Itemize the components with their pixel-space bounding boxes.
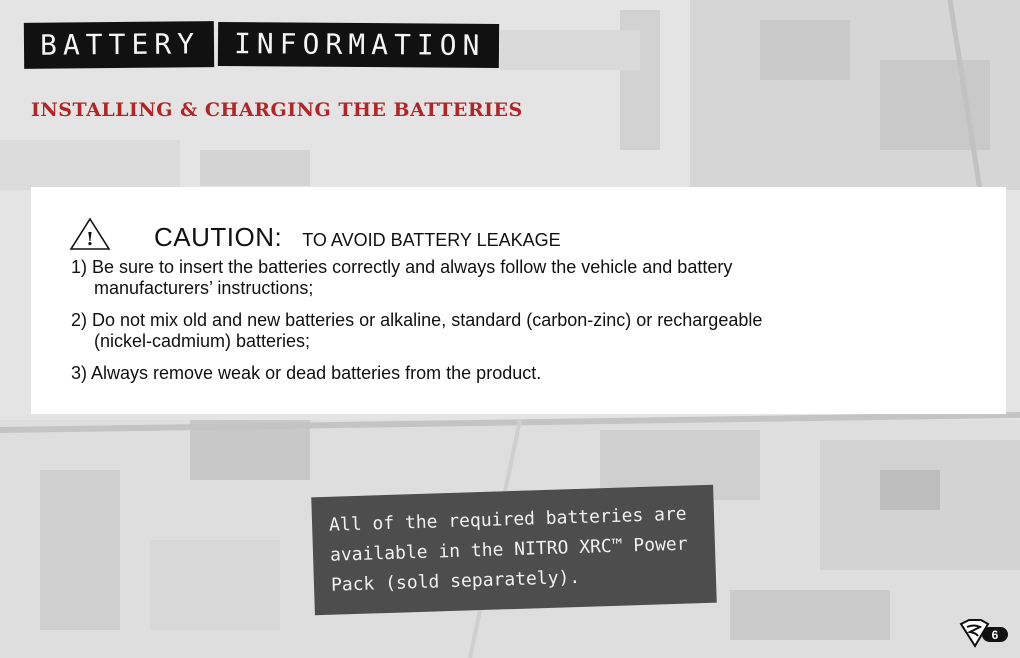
caution-list [71,257,771,395]
power-pack-note [311,485,717,616]
caution-label: CAUTION: [154,222,283,252]
warning-triangle-icon [69,217,111,251]
power-pack-note-text: All of the required batteries are available in the NITRO XRC™ Power Pack (sold separately). [328,503,688,596]
caution-item: 1) Be sure to insert the batteries correctly and always follow the vehicle and battery manufacturers’ instructions; [71,257,733,298]
section-subtitle: INSTALLING & CHARGING THE BATTERIES [31,99,523,121]
section-title-banner [24,22,499,68]
caution-item: 3) Always remove weak or dead batteries from the product. [71,363,542,383]
caution-panel [31,187,1006,414]
caution-sublabel: TO AVOID BATTERY LEAKAGE [302,230,561,250]
caution-heading [69,217,561,251]
caution-item: 2) Do not mix old and new batteries or alkaline, standard (carbon-zinc) or rechargeable (nickel-cadmium) batteries; [71,310,763,351]
title-word-battery: BATTERY [24,21,214,69]
page-number: 6 [991,628,999,642]
title-word-information: INFORMATION [218,22,500,68]
svg-text:!: ! [86,229,94,250]
superman-shield-icon [958,618,1010,648]
